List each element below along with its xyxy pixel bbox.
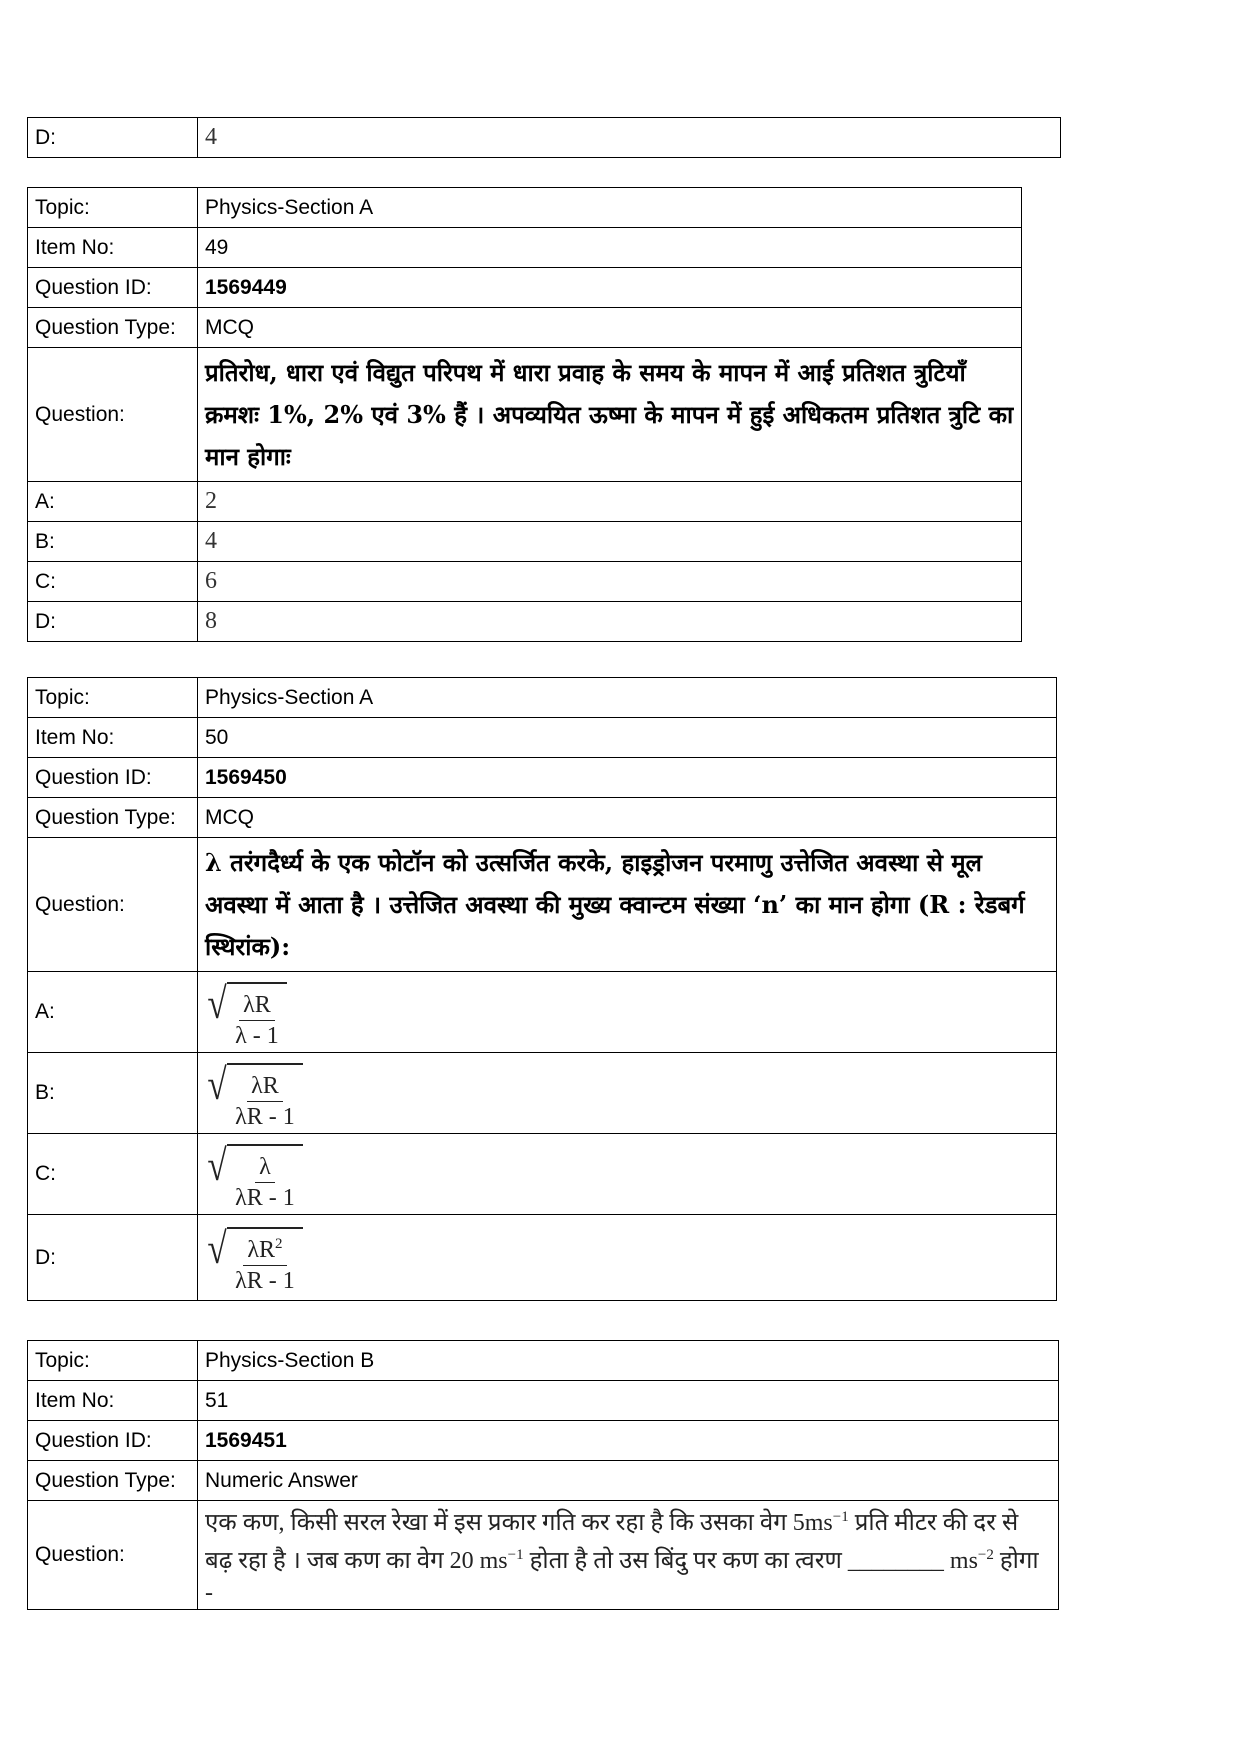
item-label: Item No: <box>28 1381 198 1421</box>
option-value: 8 <box>198 602 1022 642</box>
prev-question-tail <box>27 117 1061 158</box>
question-type-value: Numeric Answer <box>198 1461 1059 1501</box>
question-type-row <box>28 1461 1059 1501</box>
option-row-c <box>28 1134 1057 1215</box>
sqrt-fraction <box>205 1136 303 1213</box>
question-row <box>28 1501 1059 1610</box>
option-value: 2 <box>198 482 1022 522</box>
item-label: Item No: <box>28 228 198 268</box>
option-formula <box>198 1215 1057 1301</box>
option-label: D: <box>28 602 198 642</box>
option-row-b <box>28 522 1022 562</box>
option-value: 6 <box>198 562 1022 602</box>
item-value: 50 <box>198 718 1057 758</box>
sqrt-sign: √ <box>207 1059 227 1109</box>
item-row <box>28 1381 1059 1421</box>
sqrt-fraction <box>205 1055 303 1132</box>
fraction-numerator: λ <box>255 1146 275 1183</box>
option-row-b <box>28 1053 1057 1134</box>
item-label: Item No: <box>28 718 198 758</box>
question-type-value: MCQ <box>198 798 1057 838</box>
question-text: λ तरंगदैर्ध्य के एक फोटॉन को उत्सर्जित करके, हाइड्रोजन परमाणु उत्तेजित अवस्था से मूल अवस्था में आता है । उत्तेजित अवस्था की मुख्य क्वान्टम संख्या ‘n’ का मान होगा (R : रेडबर्ग स्थिरांक): <box>198 838 1057 972</box>
option-label: B: <box>28 522 198 562</box>
option-formula <box>198 1053 1057 1134</box>
option-value: 4 <box>198 522 1022 562</box>
option-label: B: <box>28 1053 198 1134</box>
question-id-value: 1569451 <box>198 1421 1059 1461</box>
topic-label: Topic: <box>28 188 198 228</box>
fraction-denominator: λ - 1 <box>235 1022 279 1049</box>
question-id-row <box>28 758 1057 798</box>
option-label: C: <box>28 1134 198 1215</box>
sqrt-sign: √ <box>207 978 227 1028</box>
option-label: A: <box>28 482 198 522</box>
topic-label: Topic: <box>28 678 198 718</box>
question-label: Question: <box>28 1501 198 1610</box>
question-text: एक कण, किसी सरल रेखा में इस प्रकार गति कर रहा है कि उसका वेग $5ms^{-1}$ प्रति मीटर की दर से बढ़ रहा है । जब कण का वेग 20 $ms^{-1}$ होता है तो उस बिंदु पर कण का त्वरण ________ $ms^{-2}$ होगा - <box>198 1501 1059 1610</box>
sqrt-sign: √ <box>207 1224 227 1273</box>
fraction-numerator: λR <box>247 1065 283 1102</box>
question-id-row <box>28 1421 1059 1461</box>
question-id-value: 1569450 <box>198 758 1057 798</box>
question-table-49 <box>27 187 1022 642</box>
topic-label: Topic: <box>28 1341 198 1381</box>
fraction-denominator: λR - 1 <box>235 1103 295 1130</box>
question-text: प्रतिरोध, धारा एवं विद्युत परिपथ में धारा प्रवाह के समय के मापन में आई प्रतिशत त्रुटियाँ क्रमशः 1%, 2% एवं 3% हैं । अपव्ययित ऊष्मा के मापन में हुई अधिकतम प्रतिशत त्रुटि का मान होगाः <box>198 348 1022 482</box>
option-row-a <box>28 482 1022 522</box>
fraction-denominator: λR - 1 <box>235 1268 295 1294</box>
option-row-a <box>28 972 1057 1053</box>
option-formula <box>198 1134 1057 1215</box>
option-row-d <box>28 1215 1057 1301</box>
question-type-label: Question Type: <box>28 798 198 838</box>
question-id-value: 1569449 <box>198 268 1022 308</box>
fraction-numerator: λR <box>239 984 275 1021</box>
question-id-label: Question ID: <box>28 758 198 798</box>
question-id-row <box>28 268 1022 308</box>
question-id-label: Question ID: <box>28 268 198 308</box>
topic-row <box>28 1341 1059 1381</box>
sqrt-sign: √ <box>207 1140 227 1190</box>
question-type-row <box>28 798 1057 838</box>
question-id-label: Question ID: <box>28 1421 198 1461</box>
item-row <box>28 718 1057 758</box>
fraction-numerator: $\lambda R^2$ <box>243 1229 286 1266</box>
question-row <box>28 348 1022 482</box>
question-table-51 <box>27 1340 1059 1610</box>
topic-row <box>28 678 1057 718</box>
sqrt-fraction <box>205 974 287 1051</box>
question-type-label: Question Type: <box>28 1461 198 1501</box>
option-label: D: <box>28 1215 198 1301</box>
option-row-c <box>28 562 1022 602</box>
question-type-label: Question Type: <box>28 308 198 348</box>
question-type-value: MCQ <box>198 308 1022 348</box>
question-type-row <box>28 308 1022 348</box>
question-row <box>28 838 1057 972</box>
topic-value: Physics-Section A <box>198 678 1057 718</box>
item-row <box>28 228 1022 268</box>
option-label: A: <box>28 972 198 1053</box>
question-table-50 <box>27 677 1057 1301</box>
option-label: C: <box>28 562 198 602</box>
topic-value: Physics-Section B <box>198 1341 1059 1381</box>
option-row-d <box>28 118 1061 158</box>
item-value: 51 <box>198 1381 1059 1421</box>
option-row-d <box>28 602 1022 642</box>
question-label: Question: <box>28 348 198 482</box>
option-formula <box>198 972 1057 1053</box>
sqrt-fraction <box>205 1219 303 1296</box>
option-label: D: <box>28 118 198 158</box>
option-value: 4 <box>198 118 1061 158</box>
item-value: 49 <box>198 228 1022 268</box>
fraction-denominator: λR - 1 <box>235 1184 295 1211</box>
topic-value: Physics-Section A <box>198 188 1022 228</box>
question-label: Question: <box>28 838 198 972</box>
topic-row <box>28 188 1022 228</box>
